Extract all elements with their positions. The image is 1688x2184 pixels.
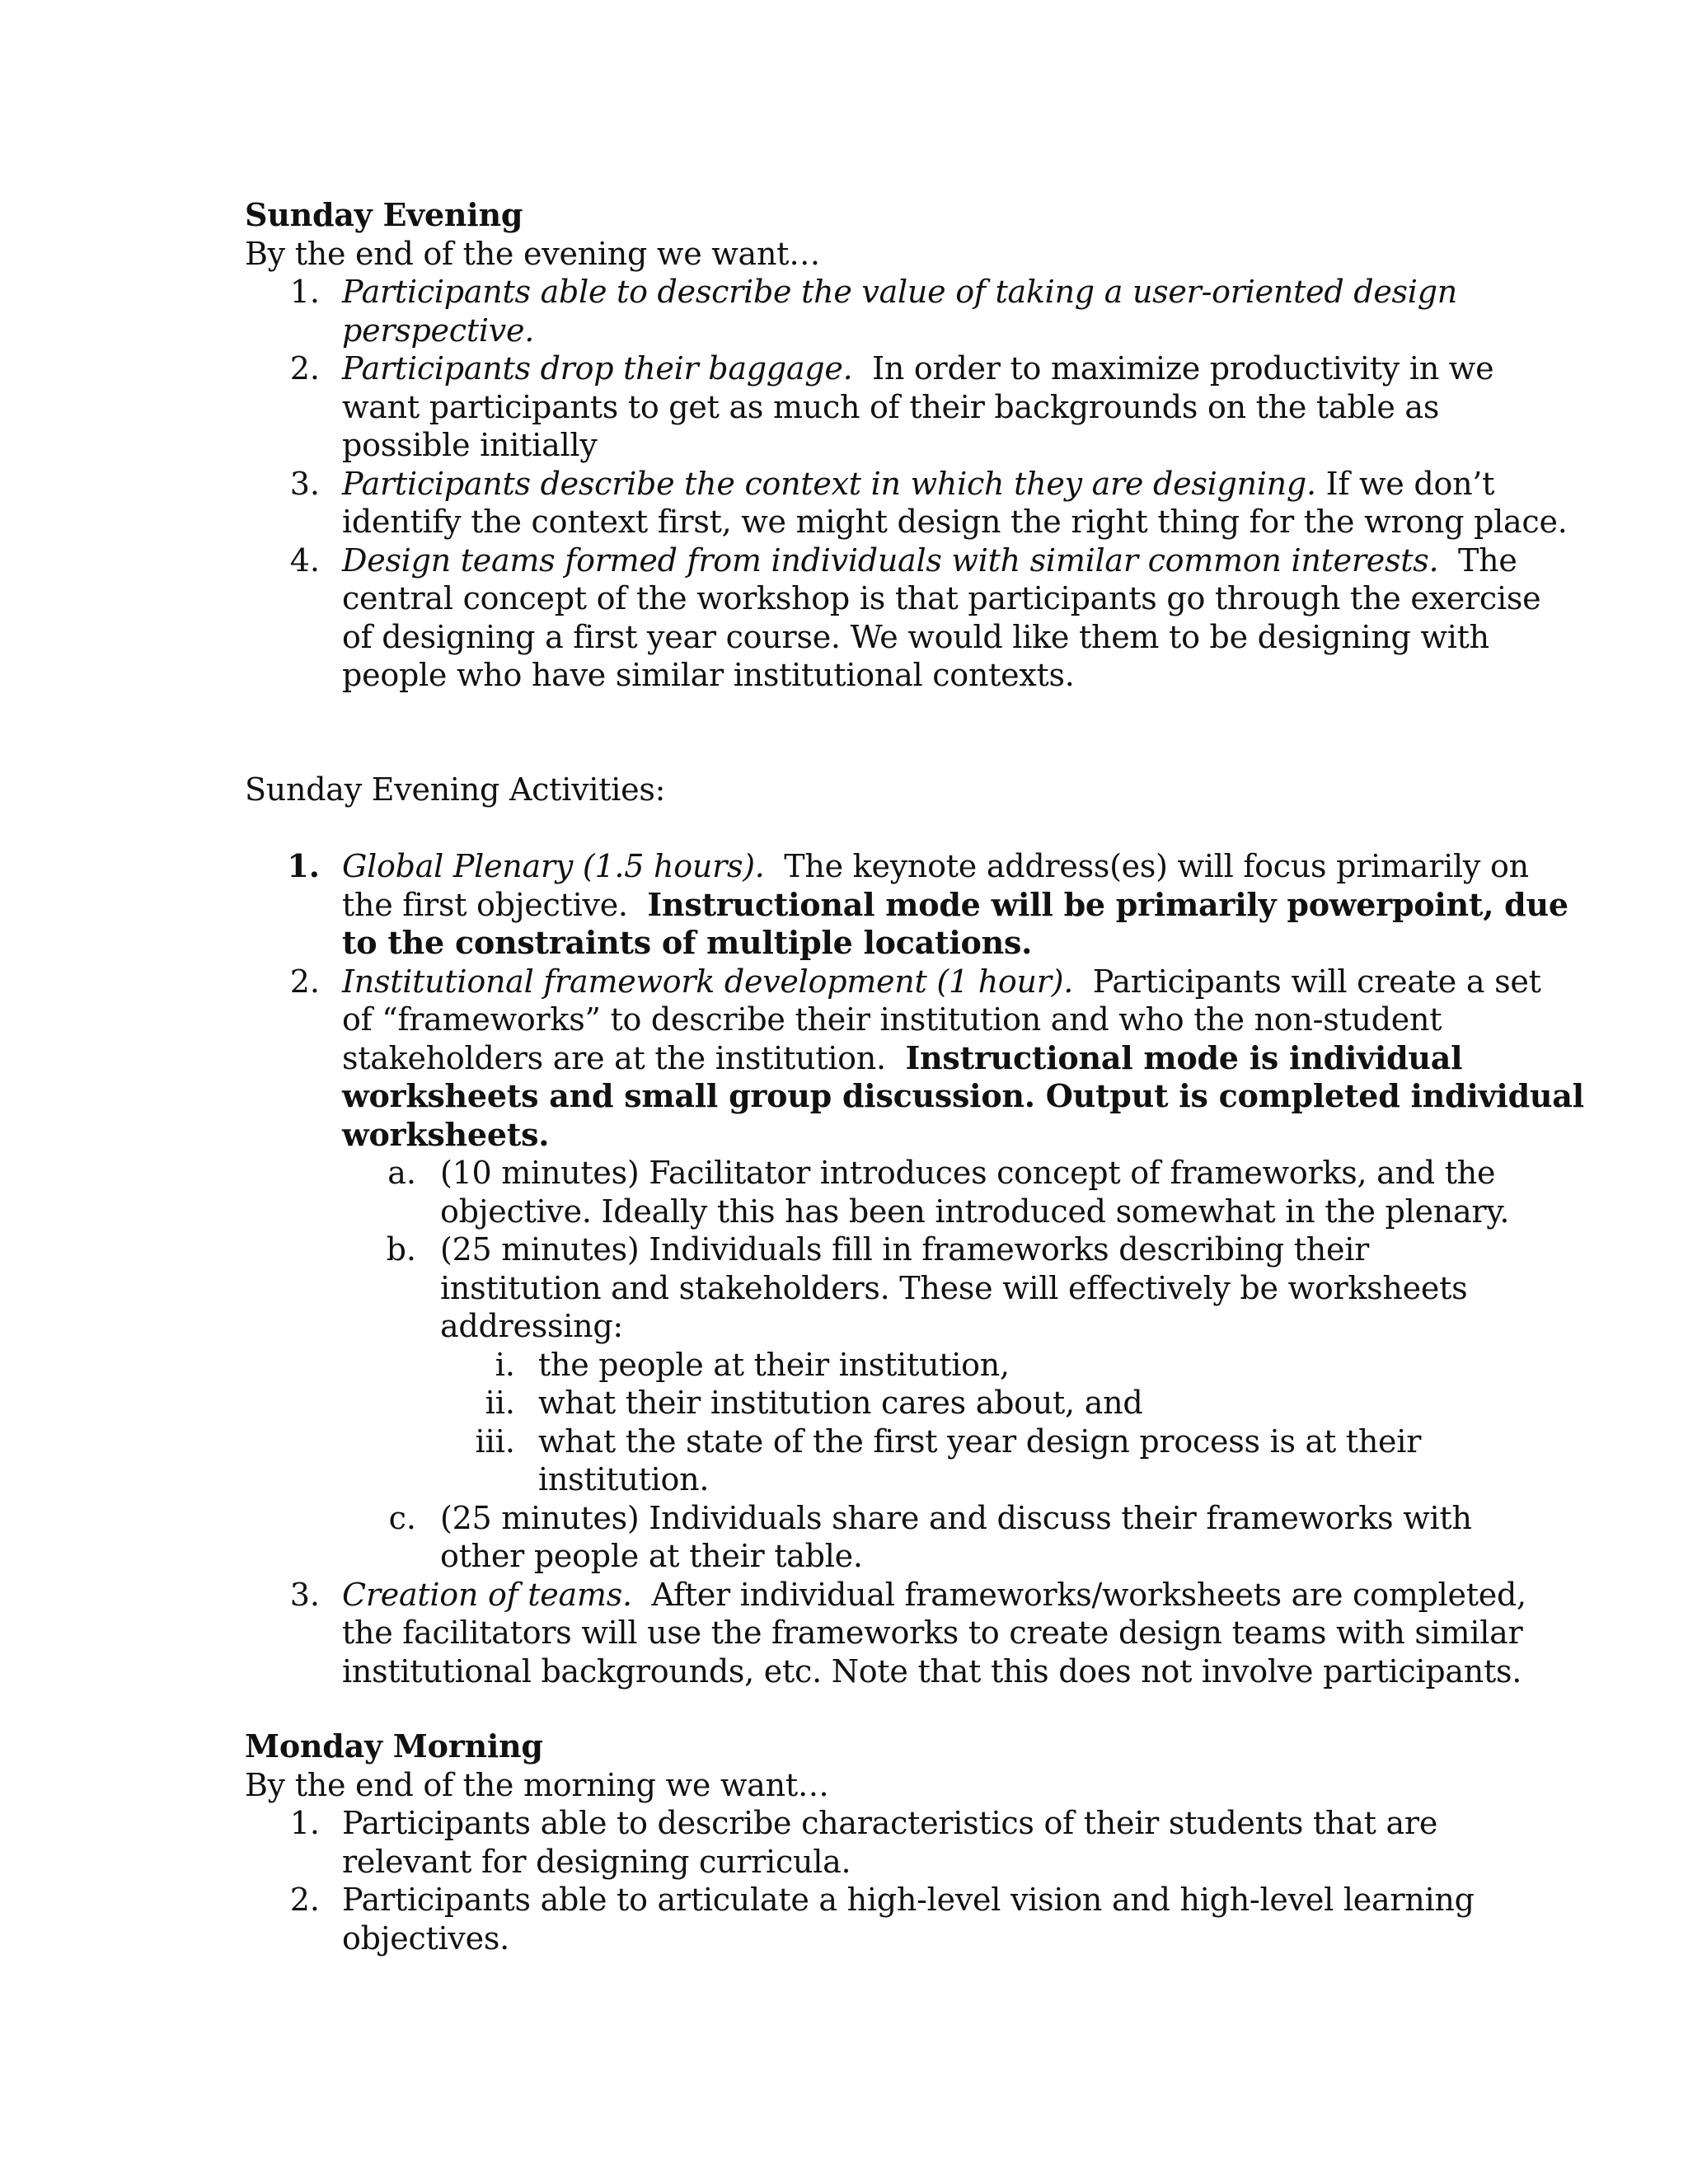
activity-desc: Participants will create a set (1073, 963, 1541, 1000)
subsubitem-text: what the state of the first year design process is at their (538, 1423, 1422, 1460)
goal-text: of designing a first year course. We would like them to be designing with (342, 619, 1489, 655)
activity-text (342, 886, 1568, 924)
goal-number: 3. (289, 466, 320, 502)
goal-number: 4. (289, 542, 320, 579)
goal-text: perspective. (342, 312, 535, 349)
activity-mode: worksheets. (342, 1116, 550, 1153)
activity-text: of “frameworks” to describe their institution and who the non-student (342, 1001, 1442, 1038)
activity-number: 3. (289, 1577, 320, 1613)
goal-number: 1. (289, 1805, 320, 1841)
goal-text (342, 465, 1494, 503)
section-heading-monday: Monday Morning (245, 1727, 543, 1765)
activity-desc: stakeholders are at the institution. (342, 1040, 906, 1076)
activity-desc: After individual frameworks/worksheets are completed, (631, 1577, 1526, 1613)
goal-text: objectives. (342, 1920, 509, 1957)
goal-text: possible initially (342, 427, 598, 463)
goal-text: want participants to get as much of their backgrounds on the table as (342, 389, 1440, 425)
subitem-text: objective. Ideally this has been introduced somewhat in the plenary. (440, 1193, 1510, 1230)
activity-number: 1. (287, 847, 320, 884)
activity-mode: to the constraints of multiple locations. (342, 924, 1033, 961)
goal-title: Participants drop their baggage. (342, 350, 853, 387)
activity-title: Creation of teams. (342, 1577, 632, 1613)
subitem-text: (10 minutes) Facilitator introduces concept of frameworks, and the (440, 1155, 1496, 1191)
goal-text: relevant for designing curricula. (342, 1844, 851, 1880)
goal-title: Participants describe the context in which they are designing. (342, 466, 1316, 502)
subitem-text: (25 minutes) Individuals share and discuss their frameworks with (440, 1500, 1472, 1536)
activity-number: 2. (289, 963, 320, 1000)
goal-text: Participants able to describe the value of taking a user-oriented design (342, 274, 1458, 310)
subitem-text: addressing: (440, 1308, 623, 1344)
goal-text (342, 541, 1517, 579)
activity-mode: worksheets and small group discussion. Output is completed individual (342, 1077, 1584, 1114)
activity-title: Global Plenary (1.5 hours). (342, 848, 765, 884)
goal-text (342, 349, 1493, 387)
activity-mode: Instructional mode is individual (905, 1039, 1463, 1076)
subsubitem-text: what their institution cares about, and (538, 1385, 1143, 1421)
section-heading-sunday: Sunday Evening (245, 196, 523, 233)
goal-number: 2. (289, 350, 320, 387)
goal-text: Participants able to articulate a high-level vision and high-level learning (342, 1882, 1475, 1918)
goal-number: 2. (289, 1882, 320, 1918)
subitem-text: other people at their table. (440, 1538, 863, 1574)
goal-text: people who have similar institutional contexts. (342, 657, 1075, 693)
monday-intro: By the end of the morning we want… (245, 1767, 829, 1803)
subsubitem-numeral: i. (495, 1347, 515, 1383)
activity-text (342, 963, 1541, 1001)
subitem-text: institution and stakeholders. These will effectively be worksheets (440, 1270, 1468, 1306)
subsubitem-text: institution. (538, 1461, 710, 1497)
activities-heading: Sunday Evening Activities: (245, 771, 666, 808)
goal-desc: If we don’t (1315, 466, 1495, 502)
goal-text: identify the context first, we might design the right thing for the wrong place. (342, 504, 1568, 540)
activity-text (342, 1576, 1526, 1614)
subsubitem-numeral: iii. (475, 1423, 515, 1460)
activity-text: the facilitators will use the frameworks to create design teams with similar (342, 1615, 1523, 1651)
goal-desc: The (1438, 542, 1517, 579)
goal-text: Participants able to describe characteristics of their students that are (342, 1805, 1438, 1841)
activity-text (342, 847, 1529, 885)
activity-text (342, 1039, 1462, 1077)
subsubitem-numeral: ii. (485, 1385, 515, 1421)
subsubitem-text: the people at their institution, (538, 1347, 1010, 1383)
activity-mode: Instructional mode will be primarily powerpoint, due (647, 886, 1568, 923)
activity-text: institutional backgrounds, etc. Note that this does not involve participants. (342, 1653, 1522, 1690)
goal-desc: In order to maximize productivity in we (852, 350, 1494, 387)
activity-desc: the first objective. (342, 887, 648, 923)
activity-desc: The keynote address(es) will focus primarily on (764, 848, 1529, 884)
sunday-intro: By the end of the evening we want… (245, 236, 820, 272)
subitem-letter: b. (386, 1231, 416, 1268)
goal-number: 1. (289, 274, 320, 310)
activity-title: Institutional framework development (1 hour). (342, 963, 1074, 1000)
goal-title: Design teams formed from individuals with similar common interests. (342, 542, 1439, 579)
subitem-text: (25 minutes) Individuals fill in frameworks describing their (440, 1231, 1370, 1268)
goal-text: central concept of the workshop is that participants go through the exercise (342, 580, 1541, 616)
subitem-letter: a. (387, 1155, 416, 1191)
subitem-letter: c. (388, 1500, 416, 1536)
